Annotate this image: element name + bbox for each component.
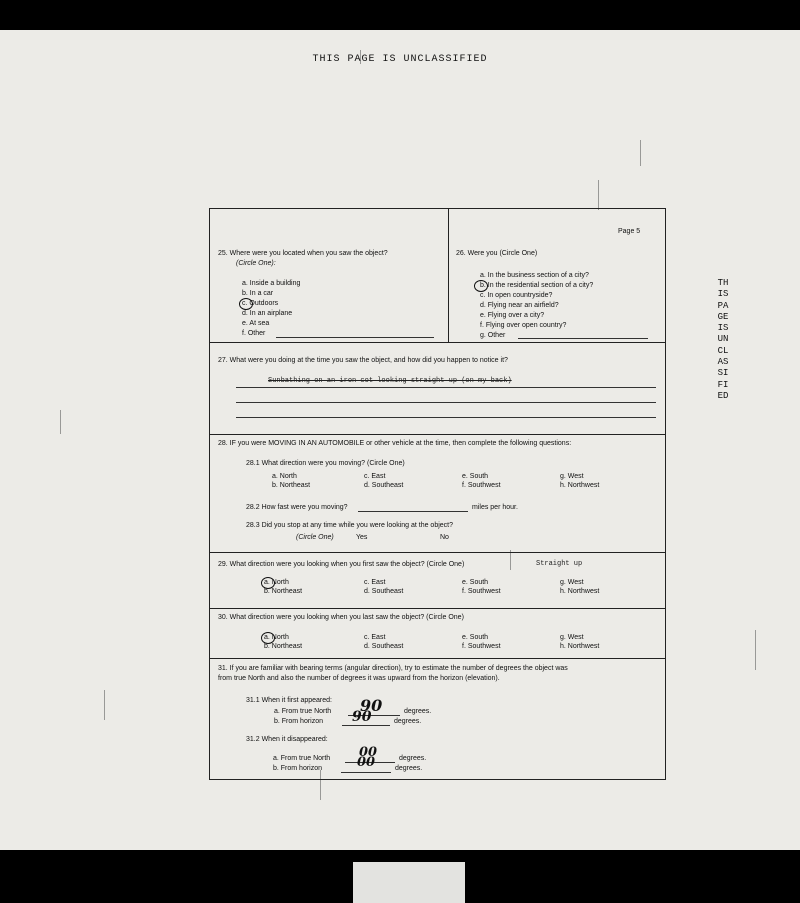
q29-dir-g[interactable]: g. West [560, 579, 584, 586]
q30-dir-a[interactable]: a. North [264, 634, 289, 641]
q31-1-b-unit: degrees. [394, 718, 422, 725]
q25-option-f[interactable]: f. Other [242, 330, 266, 337]
q28-dir-b[interactable]: b. Northeast [272, 482, 311, 489]
q28-dir-a[interactable]: a. North [272, 473, 297, 480]
q30-dir-c[interactable]: c. East [364, 634, 386, 641]
q29-dir-h[interactable]: h. Northwest [560, 588, 600, 595]
q26-option-c[interactable]: c. In open countryside? [480, 292, 553, 299]
q26-option-a[interactable]: a. In the business section of a city? [480, 272, 589, 279]
q30-dir-b[interactable]: b. Northeast [264, 643, 303, 650]
q25-option-b[interactable]: b. In a car [242, 290, 274, 297]
q28-2-question: 28.2 How fast were you moving? [246, 504, 348, 511]
q28-dir-c[interactable]: c. East [364, 473, 386, 480]
q26-option-d[interactable]: d. Flying near an airfield? [480, 302, 559, 309]
q28-1-question: 28.1 What direction were you moving? (Circle One) [246, 460, 405, 467]
q26-question: 26. Were you (Circle One) [456, 250, 538, 257]
q29-note[interactable]: Straight up [536, 560, 583, 568]
q28-2-unit: miles per hour. [472, 504, 518, 511]
q28-dir-f[interactable]: f. Southwest [462, 482, 501, 489]
q28-question: 28. IF you were MOVING IN AN AUTOMOBILE or other vehicle at the time, then complete the following questions: [218, 440, 572, 447]
q25-instruction: (Circle One): [236, 260, 276, 267]
q25-question: 25. Where were you located when you saw the object? [218, 250, 388, 257]
q31-1-a-unit: degrees. [404, 708, 432, 715]
q29-dir-b[interactable]: b. Northeast [264, 588, 303, 595]
q31-2-b-label: b. From horizon [273, 765, 323, 772]
q31-2-b-unit: degrees. [395, 765, 423, 772]
q25-option-e[interactable]: e. At sea [242, 320, 270, 327]
q31-2-label: 31.2 When it disappeared: [246, 736, 328, 743]
q26-option-b[interactable]: b. In the residential section of a city? [480, 282, 594, 289]
q31-2-a-value[interactable]: 00 [359, 745, 378, 760]
q28-dir-g[interactable]: g. West [560, 473, 584, 480]
q31-1-a-value[interactable]: 90 [360, 696, 383, 715]
q31-1-a-label: a. From true North [274, 708, 332, 715]
q31-2-a-unit: degrees. [399, 755, 427, 762]
q28-dir-e[interactable]: e. South [462, 473, 489, 480]
q28-dir-h[interactable]: h. Northwest [560, 482, 600, 489]
q31-question-line2: from true North and also the number of degrees it was upward from the horizon (elevation). [218, 675, 500, 682]
q30-dir-g[interactable]: g. West [560, 634, 584, 641]
q28-dir-d[interactable]: d. Southeast [364, 482, 404, 489]
q28-3-yes[interactable]: Yes [356, 534, 368, 541]
page-number: Page 5 [618, 228, 641, 235]
q26-option-f[interactable]: f. Flying over open country? [480, 322, 567, 329]
q29-dir-f[interactable]: f. Southwest [462, 588, 501, 595]
q30-question: 30. What direction were you looking when you last saw the object? (Circle One) [218, 614, 464, 621]
q29-dir-d[interactable]: d. Southeast [364, 588, 404, 595]
q29-dir-a[interactable]: a. North [264, 579, 289, 586]
q31-2-rows [209, 208, 666, 780]
q26-option-e[interactable]: e. Flying over a city? [480, 312, 545, 319]
q25-option-d[interactable]: d. In an airplane [242, 310, 293, 317]
q29-dir-e[interactable]: e. South [462, 579, 489, 586]
q30-dir-e[interactable]: e. South [462, 634, 489, 641]
q31-question-line1: 31. If you are familiar with bearing terms (angular direction), try to estimate the number of degrees the object was [218, 665, 568, 672]
side-classification-stamp: THIS PAGE IS UNCLASSIFIED [717, 278, 734, 401]
q31-1-b-label: b. From horizon [274, 718, 324, 725]
scan-edge-tab [353, 862, 465, 903]
q29-question: 29. What direction were you looking when you first saw the object? (Circle One) [218, 561, 465, 568]
q31-1-label: 31.1 When it first appeared: [246, 697, 332, 704]
q27-question: 27. What were you doing at the time you saw the object, and how did you happen to notice it? [218, 357, 508, 364]
q25-option-c[interactable]: c. Outdoors [242, 300, 279, 307]
q30-dir-d[interactable]: d. Southeast [364, 643, 404, 650]
q25-option-a[interactable]: a. Inside a building [242, 280, 301, 287]
q31-2-a-label: a. From true North [273, 755, 331, 762]
q30-dir-h[interactable]: h. Northwest [560, 643, 600, 650]
q28-3-instruction: (Circle One) [296, 534, 334, 541]
q31-2-b-line [341, 772, 391, 773]
q30-dir-f[interactable]: f. Southwest [462, 643, 501, 650]
q29-dir-c[interactable]: c. East [364, 579, 386, 586]
q31-2-b-value[interactable]: 00 [357, 755, 376, 770]
q28-3-question: 28.3 Did you stop at any time while you were looking at the object? [246, 522, 454, 529]
q28-3-no[interactable]: No [440, 534, 449, 541]
q26-option-g[interactable]: g. Other [480, 332, 506, 339]
q31-1-b-value[interactable]: 90 [352, 709, 372, 725]
classification-banner: THIS PAGE IS UNCLASSIFIED [312, 54, 488, 65]
q27-answer[interactable]: Sunbathing on an iron cot looking straight up (on my back) [268, 377, 512, 385]
